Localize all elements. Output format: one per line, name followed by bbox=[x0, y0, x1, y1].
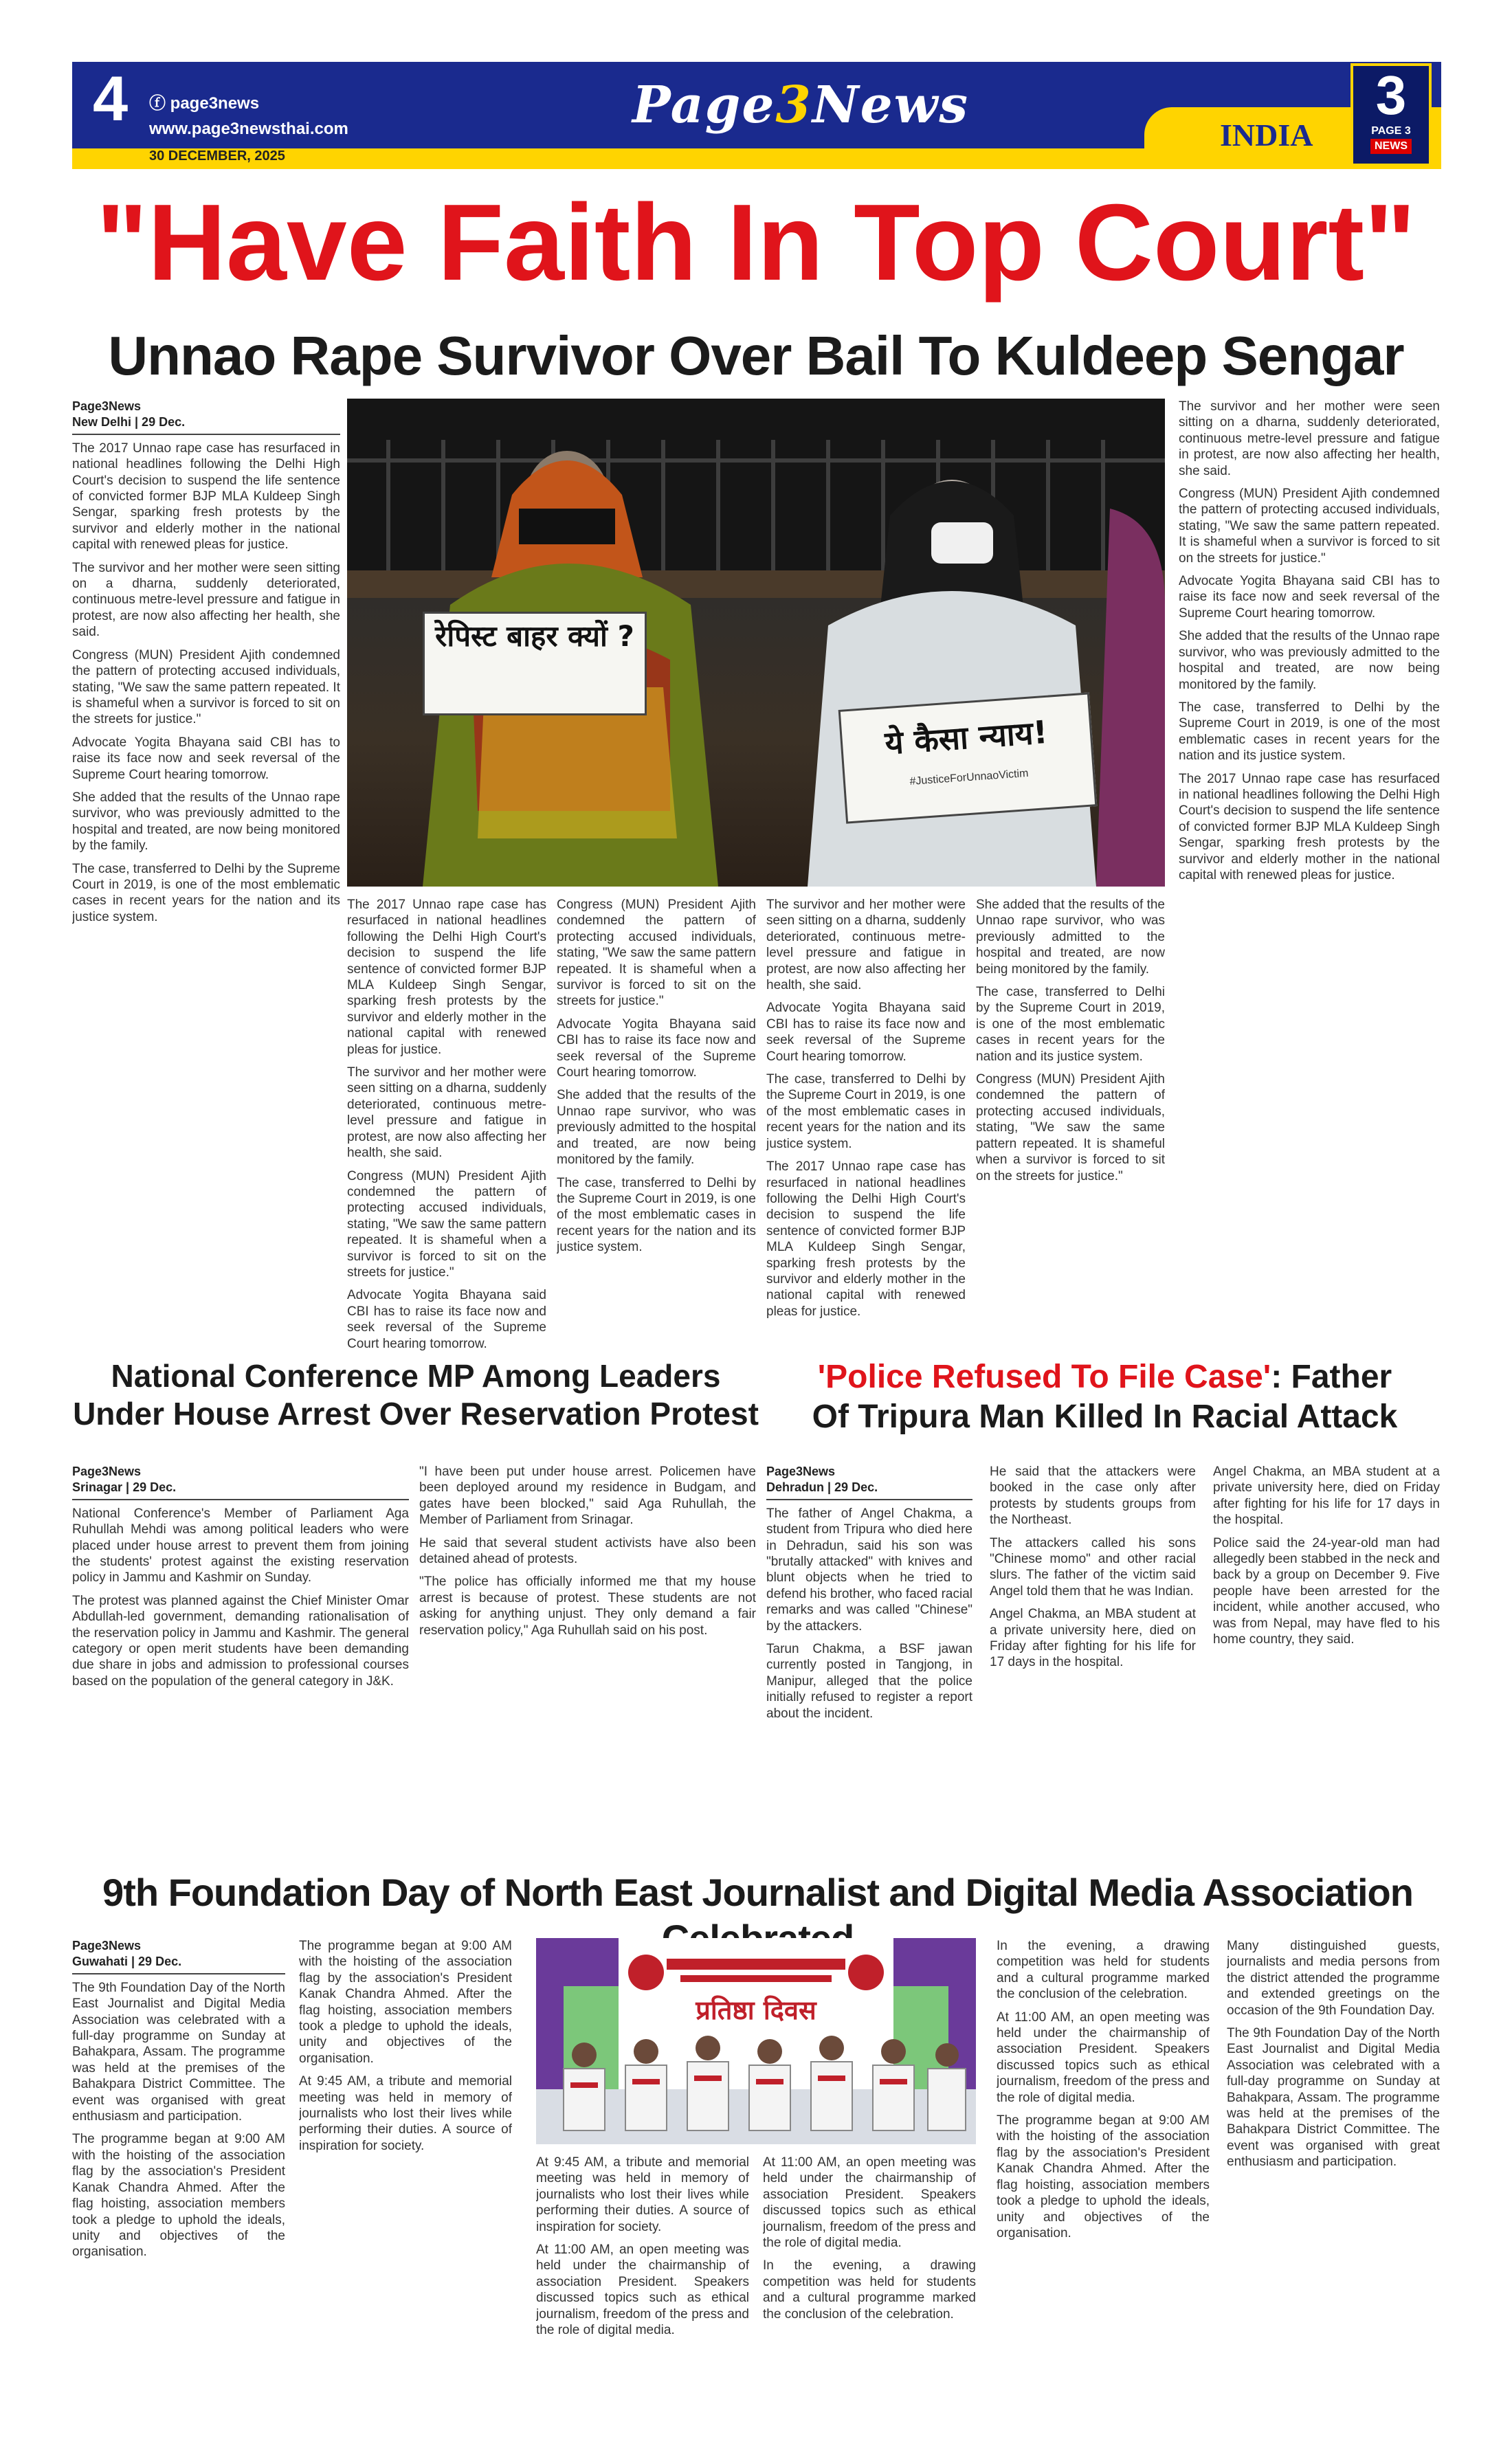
story4-paragraph: The programme began at 9:00 AM with the hoisting of the association flag by the association's President Kanak Chandra Ahmed. After the flag hoisting, association members took a pledge to uphold the ideals, unity and objectives of the organisation. bbox=[997, 2113, 1210, 2240]
lead-paragraph: Congress (MUN) President Ajith condemned the pattern of protecting accused individuals, stating, "We saw the same pattern repeated. It is shameful when a survivor is forced to sit on the streets for justice." bbox=[72, 647, 340, 727]
story4-paragraph: At 11:00 AM, an open meeting was held under the chairmanship of association President. Speakers discussed topics such as ethical journalism, freedom of the press and the role of digital media. bbox=[997, 2010, 1210, 2105]
story2-paragraph: "The police has officially informed me that my house arrest is because of protest. These students are not asking for anything unjust. They only demand a fair reservation policy," Aga Ruhullah said on his post. bbox=[419, 1574, 756, 1638]
story3-headline bbox=[766, 1357, 1443, 1436]
lead-paragraph: She added that the results of the Unnao rape survivor, who was previously admitted to the hospital and treated, are now being monitored by the family. bbox=[1179, 629, 1440, 692]
lead-paragraph: The case, transferred to Delhi by the Supreme Court in 2019, is one of the most emblematic cases in recent years for the nation and its justice system. bbox=[72, 861, 340, 924]
story2-paragraph: "I have been put under house arrest. Policemen have been deployed around my residence in Budgam, and gates have been blocked," said Aga Ruhullah, the Member of Parliament from Srinagar. bbox=[419, 1465, 756, 1528]
lead-paragraph: Advocate Yogita Bhayana said CBI has to raise its face now and seek reversal of the Supreme Court hearing tomorrow. bbox=[1179, 574, 1440, 621]
story3-column-2 bbox=[990, 1464, 1196, 1849]
story4-paragraph: The 9th Foundation Day of the North East Journalist and Digital Media Association was celebrated with a full-day programme on Sunday at Bahakpara, Assam. The programme was held at the premises of the Bahakpara District Committee. The event was organised with great enthusiasm and participation. bbox=[1227, 2026, 1440, 2170]
story4-paragraph: At 9:45 AM, a tribute and memorial meeting was held in memory of journalists who lost their lives while performing their duties. A source of inspiration for society. bbox=[536, 2155, 749, 2234]
byline-source: Page3News bbox=[72, 1939, 142, 1952]
lead-paragraph: Advocate Yogita Bhayana said CBI has to raise its face now and seek reversal of the Supreme Court hearing tomorrow. bbox=[766, 1001, 966, 1064]
facebook-handle bbox=[149, 89, 259, 113]
badge-number: 3 bbox=[1375, 65, 1407, 126]
lead-column-4 bbox=[766, 897, 966, 1354]
lead-protest-photo bbox=[347, 399, 1165, 887]
story3-paragraph: The father of Angel Chakma, a student from Tripura who died here in Dehradun, said his son was "brutally attacked" with knives and blunt objects when he tried to defend his brother, who faced racial remarks and was called "Chinese" by the attackers. bbox=[766, 1506, 972, 1634]
lead-paragraph: Congress (MUN) President Ajith condemned the pattern of protecting accused individuals, stating, "We saw the same pattern repeated. It is shameful when a survivor is forced to sit on the streets for justice." bbox=[557, 898, 756, 1009]
story3-column-1 bbox=[766, 1464, 972, 1849]
story3-headline-red: 'Police Refused To File Case' bbox=[817, 1359, 1271, 1395]
masthead bbox=[72, 62, 1441, 169]
story2-column-2 bbox=[419, 1464, 756, 1849]
facebook-text: page3news bbox=[170, 94, 260, 113]
lead-paragraph: The case, transferred to Delhi by the Supreme Court in 2019, is one of the most emblematic cases in recent years for the nation and its justice system. bbox=[557, 1175, 756, 1255]
page3news-logo bbox=[608, 76, 993, 135]
lead-subheadline: Unnao Rape Survivor Over Bail To Kuldeep Sengar bbox=[108, 325, 1404, 386]
sign-right-text: ये कैसा न्याय! bbox=[883, 713, 1049, 762]
story4-column-3 bbox=[536, 2155, 749, 2392]
lead-paragraph: The 2017 Unnao rape case has resurfaced in national headlines following the Delhi High Court's decision to suspend the life sentence of convicted former BJP MLA Kuldeep Singh Sengar, sparking fresh protests by the survivor and elderly mother in the national capital with renewed pleas for justice. bbox=[766, 1159, 966, 1319]
story2-headline bbox=[72, 1357, 759, 1433]
lead-paragraph: The survivor and her mother were seen sitting on a dharna, suddenly deteriorated, continuous metre-level pressure and fatigue in protest, are now also affecting her health, she said. bbox=[347, 1065, 546, 1161]
lead-paragraph: The survivor and her mother were seen sitting on a dharna, suddenly deteriorated, continuous metre-level pressure and fatigue in protest, are now also affecting her health, she said. bbox=[1179, 399, 1440, 478]
lead-headline: "Have Faith In Top Court" bbox=[96, 182, 1416, 303]
byline-source: Page3News bbox=[72, 1465, 142, 1478]
story4-paragraph: The programme began at 9:00 AM with the hoisting of the association flag by the association's President Kanak Chandra Ahmed. After the flag hoisting, association members took a pledge to uphold the ideals, unity and objectives of the organisation. bbox=[299, 1939, 512, 2066]
logo-pre: Page bbox=[632, 76, 776, 135]
story3-paragraph: He said that the attackers were booked in the case only after protests by students groups from the Northeast. bbox=[990, 1465, 1196, 1528]
lead-paragraph: The survivor and her mother were seen sitting on a dharna, suddenly deteriorated, continuous metre-level pressure and fatigue in protest, are now also affecting her health, she said. bbox=[72, 560, 340, 640]
story2-headline-line1: National Conference MP Among Leaders bbox=[111, 1358, 721, 1394]
lead-byline bbox=[72, 399, 340, 435]
lead-column-6 bbox=[1179, 399, 1440, 1354]
foundation-banner-text: प्रतिष्ठा दिवस bbox=[696, 1995, 816, 2025]
foundation-day-illustration bbox=[536, 1938, 976, 2144]
lead-paragraph: The case, transferred to Delhi by the Supreme Court in 2019, is one of the most emblematic cases in recent years for the nation and its justice system. bbox=[766, 1072, 966, 1151]
story4-column-1 bbox=[72, 1938, 285, 2392]
sign-right bbox=[838, 692, 1098, 823]
lead-column-2 bbox=[347, 897, 546, 1354]
story3-headline-line2: Of Tripura Man Killed In Racial Attack bbox=[812, 1398, 1398, 1435]
lead-column-5 bbox=[976, 897, 1165, 1354]
story4-byline bbox=[72, 1938, 285, 1974]
badge-text: PAGE 3 bbox=[1371, 125, 1411, 137]
lead-paragraph: The 2017 Unnao rape case has resurfaced in national headlines following the Delhi High Court's decision to suspend the life sentence of convicted former BJP MLA Kuldeep Singh Sengar, sparking fresh protests by the survivor and elderly mother in the national capital with renewed pleas for justice. bbox=[72, 441, 340, 553]
foundation-day-photo bbox=[536, 1938, 976, 2144]
story3-paragraph: Angel Chakma, an MBA student at a private university here, died on Friday after fighting for his life for 17 days in the hospital. bbox=[990, 1607, 1196, 1670]
byline-place: Srinagar | 29 Dec. bbox=[72, 1480, 177, 1495]
story4-paragraph: In the evening, a drawing competition was held for students and a cultural programme marked the conclusion of the celebration. bbox=[997, 1939, 1210, 2002]
story3-paragraph: The attackers called his sons "Chinese momo" and other racial slurs. The father of the victim said Angel told them that he was Indian. bbox=[990, 1535, 1196, 1599]
story4-column-4 bbox=[763, 2155, 976, 2392]
story3-paragraph: Angel Chakma, an MBA student at a private university here, died on Friday after fighting for his life for 17 days in the hospital. bbox=[1213, 1465, 1440, 1528]
story4-column-5 bbox=[997, 1938, 1210, 2392]
story4-column-2 bbox=[299, 1938, 512, 2392]
story3-headline-rest: : Father bbox=[1271, 1359, 1392, 1395]
byline-place: Guwahati | 29 Dec. bbox=[72, 1955, 182, 1969]
story4-paragraph: In the evening, a drawing competition was held for students and a cultural programme marked the conclusion of the celebration. bbox=[763, 2258, 976, 2322]
lead-paragraph: The case, transferred to Delhi by the Supreme Court in 2019, is one of the most emblematic cases in recent years for the nation and its justice system. bbox=[976, 985, 1165, 1064]
story4-paragraph: Many distinguished guests, journalists and media persons from the district attended the programme and extended greetings on the occasion of the 9th Foundation Day. bbox=[1227, 1939, 1440, 2018]
lead-column-1 bbox=[72, 399, 340, 1354]
page3-badge bbox=[1350, 63, 1432, 166]
sign-right-tag: #JusticeForUnnaoVictim bbox=[909, 767, 1029, 788]
lead-paragraph: The 2017 Unnao rape case has resurfaced in national headlines following the Delhi High Court's decision to suspend the life sentence of convicted former BJP MLA Kuldeep Singh Sengar, sparking fresh protests by the survivor and elderly mother in the national capital with renewed pleas for justice. bbox=[347, 898, 546, 1057]
story2-byline bbox=[72, 1464, 409, 1500]
logo-post: News bbox=[812, 76, 970, 135]
lead-paragraph: She added that the results of the Unnao rape survivor, who was previously admitted to the hospital and treated, are now being monitored by the family. bbox=[72, 790, 340, 854]
lead-paragraph: She added that the results of the Unnao rape survivor, who was previously admitted to the hospital and treated, are now being monitored by the family. bbox=[976, 898, 1165, 977]
lead-paragraph: Advocate Yogita Bhayana said CBI has to raise its face now and seek reversal of the Supreme Court hearing tomorrow. bbox=[557, 1016, 756, 1080]
badge-news: NEWS bbox=[1370, 139, 1412, 154]
story4-column-6 bbox=[1227, 1938, 1440, 2392]
story2-paragraph: National Conference's Member of Parliament Aga Ruhullah Mehdi was among political leaders who were placed under house arrest to prevent them from joining the students' protest against the existing reservation policy in Jammu and Kashmir on Sunday. bbox=[72, 1506, 409, 1585]
story4-paragraph: The 9th Foundation Day of the North East Journalist and Digital Media Association was celebrated with a full-day programme on Sunday at Bahakpara, Assam. The programme was held at the premises of the Bahakpara District Committee. The event was organised with great enthusiasm and participation. bbox=[72, 1980, 285, 2124]
byline-place: Dehradun | 29 Dec. bbox=[766, 1480, 878, 1495]
story2-headline-line2: Under House Arrest Over Reservation Protest bbox=[73, 1396, 759, 1432]
page-number: 4 bbox=[93, 64, 129, 134]
lead-paragraph: Congress (MUN) President Ajith condemned the pattern of protecting accused individuals, stating, "We saw the same pattern repeated. It is shameful when a survivor is forced to sit on the streets for justice." bbox=[1179, 487, 1440, 566]
lead-paragraph: Advocate Yogita Bhayana said CBI has to raise its face now and seek reversal of the Supreme Court hearing tomorrow. bbox=[347, 1288, 546, 1351]
story3-paragraph: Tarun Chakma, a BSF jawan currently posted in Tangjong, in Manipur, alleged that the police initially refused to register a report about the incident. bbox=[766, 1642, 972, 1721]
byline-source: Page3News bbox=[766, 1465, 836, 1478]
region-label: INDIA bbox=[1220, 118, 1313, 153]
byline-place: New Delhi | 29 Dec. bbox=[72, 415, 186, 430]
lead-paragraph: Congress (MUN) President Ajith condemned the pattern of protecting accused individuals, stating, "We saw the same pattern repeated. It is shameful when a survivor is forced to sit on the streets for justice." bbox=[347, 1168, 546, 1280]
story2-column-1 bbox=[72, 1464, 409, 1849]
lead-paragraph: The survivor and her mother were seen sitting on a dharna, suddenly deteriorated, continuous metre-level pressure and fatigue in protest, are now also affecting her health, she said. bbox=[766, 898, 966, 993]
website-url: www.page3newsthai.com bbox=[149, 120, 348, 138]
facebook-icon: ⓕ bbox=[149, 94, 170, 113]
lead-paragraph: Congress (MUN) President Ajith condemned the pattern of protecting accused individuals, stating, "We saw the same pattern repeated. It is shameful when a survivor is forced to sit on the streets for justice." bbox=[976, 1072, 1165, 1183]
story2-paragraph: He said that several student activists have also been detained ahead of protests. bbox=[419, 1535, 756, 1567]
lead-paragraph: The case, transferred to Delhi by the Supreme Court in 2019, is one of the most emblematic cases in recent years for the nation and its justice system. bbox=[1179, 700, 1440, 764]
story3-byline bbox=[766, 1464, 972, 1500]
lead-paragraph: The 2017 Unnao rape case has resurfaced in national headlines following the Delhi High Court's decision to suspend the life sentence of convicted former BJP MLA Kuldeep Singh Sengar, sparking fresh protests by the survivor and elderly mother in the national capital with renewed pleas for justice. bbox=[1179, 771, 1440, 882]
lead-paragraph: She added that the results of the Unnao rape survivor, who was previously admitted to the hospital and treated, are now being monitored by the family. bbox=[557, 1088, 756, 1168]
logo-three: 3 bbox=[775, 76, 812, 135]
issue-date: 30 DECEMBER, 2025 bbox=[149, 148, 285, 164]
story3-paragraph: Police said the 24-year-old man had allegedly been stabbed in the neck and back by a group on December 9. Five people have been arrested for the incident, while another accused, who was from Nepal, may have fled to his home country, they said. bbox=[1213, 1535, 1440, 1647]
story4-paragraph: At 9:45 AM, a tribute and memorial meeting was held in memory of journalists who lost their lives while performing their duties. A source of inspiration for society. bbox=[299, 2074, 512, 2153]
story4-paragraph: The programme began at 9:00 AM with the hoisting of the association flag by the association's President Kanak Chandra Ahmed. After the flag hoisting, association members took a pledge to uphold the ideals, unity and objectives of the organisation. bbox=[72, 2132, 285, 2260]
story4-paragraph: At 11:00 AM, an open meeting was held under the chairmanship of association President. Speakers discussed topics such as ethical journalism, freedom of the press and the role of digital media. bbox=[763, 2155, 976, 2251]
lead-column-3 bbox=[557, 897, 756, 1354]
byline-source: Page3News bbox=[72, 399, 142, 413]
lead-paragraph: Advocate Yogita Bhayana said CBI has to raise its face now and seek reversal of the Supreme Court hearing tomorrow. bbox=[72, 735, 340, 782]
story4-headline: 9th Foundation Day of North East Journalist and Digital Media Association bbox=[102, 1871, 1413, 1914]
sign-left: रेपिस्ट बाहर क्यों ? bbox=[423, 612, 647, 715]
story2-paragraph: The protest was planned against the Chief Minister Omar Abdullah-led government, demanding rationalisation of the reservation policy in Jammu and Kashmir. The general category or open merit students have been demanding due share in jobs and admission to professional courses based on the population of the general category in J&K. bbox=[72, 1593, 409, 1689]
story3-column-3 bbox=[1213, 1464, 1440, 1849]
story4-paragraph: At 11:00 AM, an open meeting was held under the chairmanship of association President. Speakers discussed topics such as ethical journalism, freedom of the press and the role of digital media. bbox=[536, 2243, 749, 2338]
